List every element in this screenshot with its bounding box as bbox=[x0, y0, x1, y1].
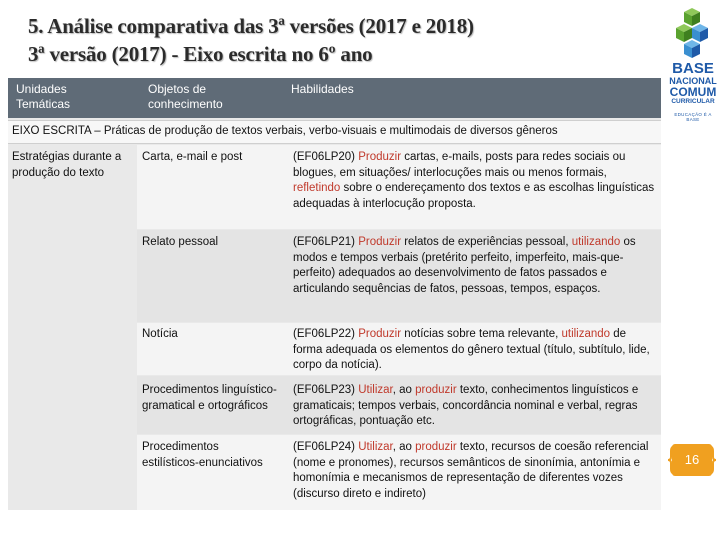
skill-text: (EF06LP20) bbox=[293, 151, 359, 163]
skill-text: , ao bbox=[392, 441, 416, 453]
skill-text: cartas, e-mails, posts para redes sociais ou blogues, em situações/ interlocuções mais ou menos formais, bbox=[293, 151, 626, 179]
logo-wordmark bbox=[668, 62, 718, 106]
header-habilidades: Habilidades bbox=[291, 82, 354, 96]
highlighted-verb: utilizando bbox=[561, 328, 611, 340]
skill-text: (EF06LP21) bbox=[293, 236, 359, 248]
object-cell: Procedimentos estilísticos-enunciativos bbox=[142, 441, 263, 469]
highlighted-verb: Utilizar bbox=[358, 384, 393, 396]
skill-cell bbox=[293, 327, 655, 374]
object-cell: Procedimentos linguístico-gramatical e ortográficos bbox=[142, 384, 277, 412]
skill-text: , ao bbox=[392, 384, 416, 396]
skill-text: (EF06LP23) bbox=[293, 384, 359, 396]
highlighted-verb: Utilizar bbox=[358, 441, 393, 453]
axis-label: EIXO ESCRITA – Práticas de produção de textos verbais, verbo-visuais e multimodais de diversos gêneros bbox=[12, 125, 558, 137]
skill-text: de forma adequada os elementos do gênero textual (título, subtítulo, lide, corpo da notícia). bbox=[293, 328, 650, 372]
object-cell: Carta, e-mail e post bbox=[142, 151, 243, 163]
highlighted-verb: Produzir bbox=[358, 328, 402, 340]
skill-text: sobre o endereçamento dos textos e as escolhas linguísticas adequadas à interlocução proposta. bbox=[293, 182, 655, 210]
logo-word-nacional: NACIONAL bbox=[669, 76, 717, 86]
highlighted-verb: produzir bbox=[415, 441, 457, 453]
object-cell: Notícia bbox=[142, 328, 178, 340]
skill-cell bbox=[293, 440, 655, 502]
skill-text: (EF06LP22) bbox=[293, 328, 359, 340]
axis-row bbox=[8, 120, 661, 144]
skill-text: notícias sobre tema relevante, bbox=[401, 328, 562, 340]
skill-text: relatos de experiências pessoal, bbox=[401, 236, 572, 248]
highlighted-verb: refletindo bbox=[293, 182, 341, 195]
unit-cell: Estratégias durante a produção do texto bbox=[12, 151, 122, 179]
comparison-table bbox=[8, 78, 661, 510]
skill-text: os modos e tempos verbais (pretérito perfeito, imperfeito, mais-que-perfeito) adequados ao desenvolvimento de fatos passados e articulando sequências de fatos, pessoas, tempos, espaços. bbox=[293, 236, 636, 295]
logo-word-comum: COMUM bbox=[669, 85, 717, 99]
highlighted-verb: utilizando bbox=[571, 236, 621, 248]
highlighted-verb: Produzir bbox=[358, 236, 402, 248]
skill-text: texto, recursos de coesão referencial (nome e pronomes), recursos semânticos de sinonímia, antonímia e homonímia e mecanismos de representação de diferentes vozes (discurso direto e indireto) bbox=[293, 441, 649, 500]
header-unidades: Unidades Temáticas bbox=[16, 82, 71, 111]
highlighted-verb: Produzir bbox=[358, 151, 402, 163]
bncc-logo-icon bbox=[668, 4, 716, 62]
skill-cell bbox=[293, 150, 655, 212]
object-cell: Relato pessoal bbox=[142, 236, 219, 248]
logo-tagline: EDUCAÇÃO É A BASE bbox=[674, 112, 712, 122]
skill-text: texto, conhecimentos linguísticos e gramaticais; tempos verbais, concordância nominal e verbal, regras ortográficas, pontuação etc. bbox=[293, 384, 639, 428]
table-header bbox=[8, 78, 661, 118]
highlighted-verb: produzir bbox=[415, 384, 457, 396]
logo-word-curricular: CURRICULAR bbox=[671, 98, 715, 105]
page-number-badge bbox=[666, 440, 718, 480]
page-number: 16 bbox=[684, 452, 700, 467]
title-line-1: 5. Análise comparativa das 3ª versões (2017 e 2018) bbox=[28, 14, 474, 38]
skill-cell bbox=[293, 235, 655, 297]
page-title bbox=[28, 12, 474, 68]
logo-word-base: BASE bbox=[672, 60, 714, 77]
header-objetos: Objetos de conhecimento bbox=[148, 82, 223, 111]
title-line-2: 3ª versão (2017) - Eixo escrita no 6º ano bbox=[28, 42, 373, 66]
skill-cell bbox=[293, 383, 655, 430]
skill-text: (EF06LP24) bbox=[293, 441, 359, 453]
